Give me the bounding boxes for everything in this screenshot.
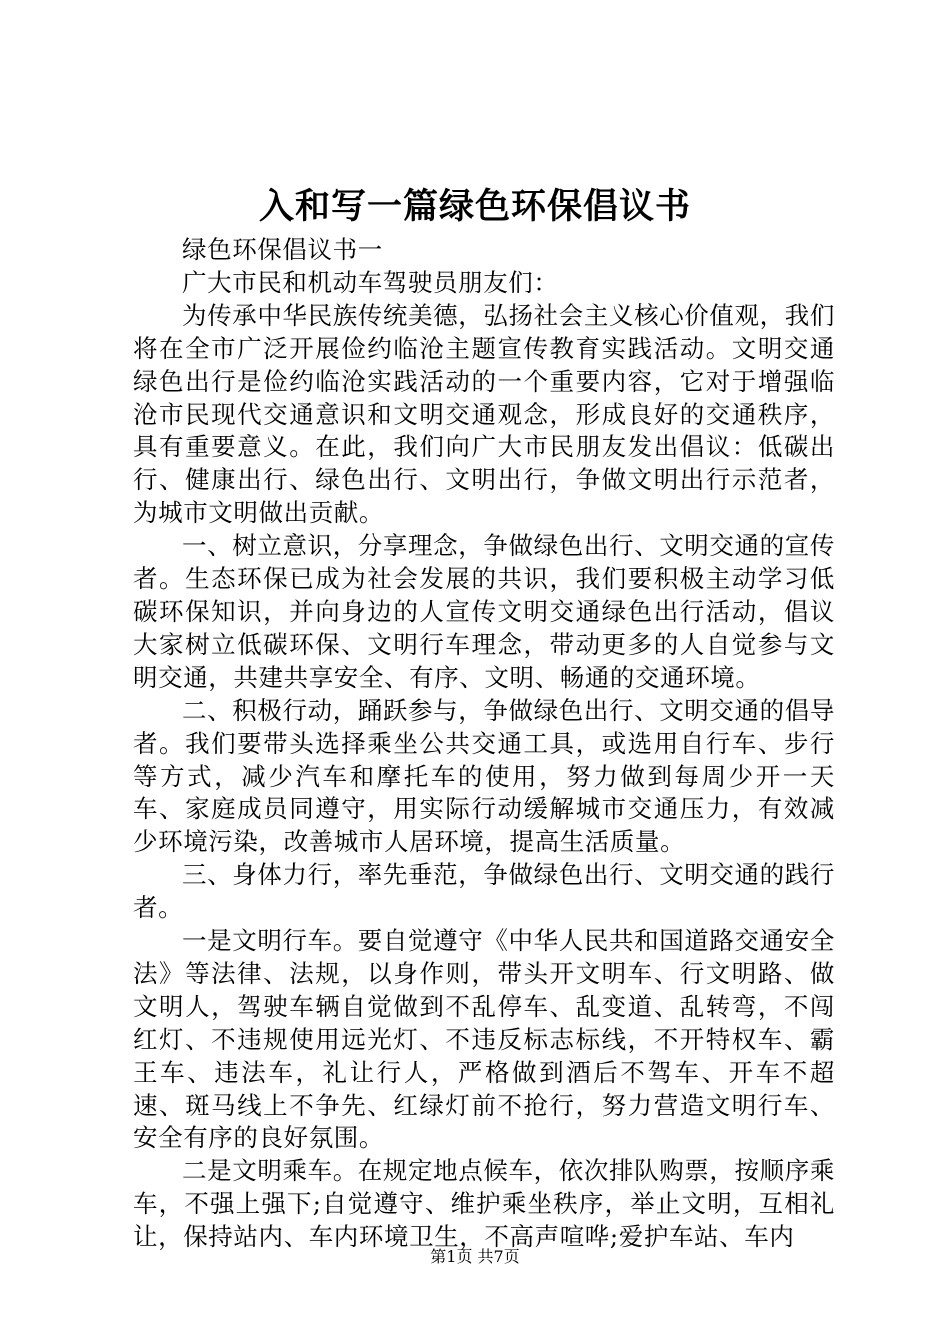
document-body bbox=[133, 234, 835, 1254]
paragraph-heading: 绿色环保倡议书一 bbox=[182, 235, 383, 264]
paragraph-civil-riding: 二是文明乘车。在规定地点候车，依次排队购票，按顺序乘车，不强上强下;自觉遵守、维护乘坐秩序，举止文明，互相礼让，保持站内、车内环境卫生，不高声喧哗;爱护车站、车内 bbox=[133, 1156, 835, 1252]
paragraph-civil-driving: 一是文明行车。要自觉遵守《中华人民共和国道路交通安全法》等法律、法规，以身作则，带头开文明车、行文明路、做文明人，驾驶车辆自觉做到不乱停车、乱变道、乱转弯，不闯红灯、不违规使用远光灯、不违反标志标线，不开特权车、霸王车、违法车，礼让行人，严格做到酒后不驾车、开车不超速、斑马线上不争先、红绿灯前不抢行，努力营造文明行车、安全有序的良好氛围。 bbox=[133, 926, 835, 1153]
paragraph-point-2: 二、积极行动，踊跃参与，争做绿色出行、文明交通的倡导者。我们要带头选择乘坐公共交通工具，或选用自行车、步行等方式，减少汽车和摩托车的使用，努力做到每周少开一天车、家庭成员同遵守，用实际行动缓解城市交通压力，有效减少环境污染，改善城市人居环境，提高生活质量。 bbox=[133, 695, 835, 857]
paragraph-point-3: 三、身体力行，率先垂范，争做绿色出行、文明交通的践行者。 bbox=[133, 860, 835, 923]
paragraph-intro: 为传承中华民族传统美德，弘扬社会主义核心价值观，我们将在全市广泛开展俭约临沧主题宣传教育实践活动。文明交通绿色出行是俭约临沧实践活动的一个重要内容，它对于增强临沧市民现代交通意识和文明交通观念，形成良好的交通秩序，具有重要意义。在此，我们向广大市民朋友发出倡议：低碳出行、健康出行、绿色出行、文明出行，争做文明出行示范者，为城市文明做出贡献。 bbox=[133, 300, 835, 528]
paragraph-point-1: 一、树立意识，分享理念，争做绿色出行、文明交通的宣传者。生态环保已成为社会发展的共识，我们要积极主动学习低碳环保知识，并向身边的人宣传文明交通绿色出行活动，倡议大家树立低碳环保、文明行车理念，带动更多的人自觉参与文明交通，共建共享安全、有序、文明、畅通的交通环境。 bbox=[133, 531, 835, 692]
document-title: 入和写一篇绿色环保倡议书 bbox=[258, 186, 691, 227]
page-number-footer: 第1页 共7页 bbox=[430, 1247, 520, 1266]
paragraph-salutation: 广大市民和机动车驾驶员朋友们： bbox=[182, 267, 559, 297]
